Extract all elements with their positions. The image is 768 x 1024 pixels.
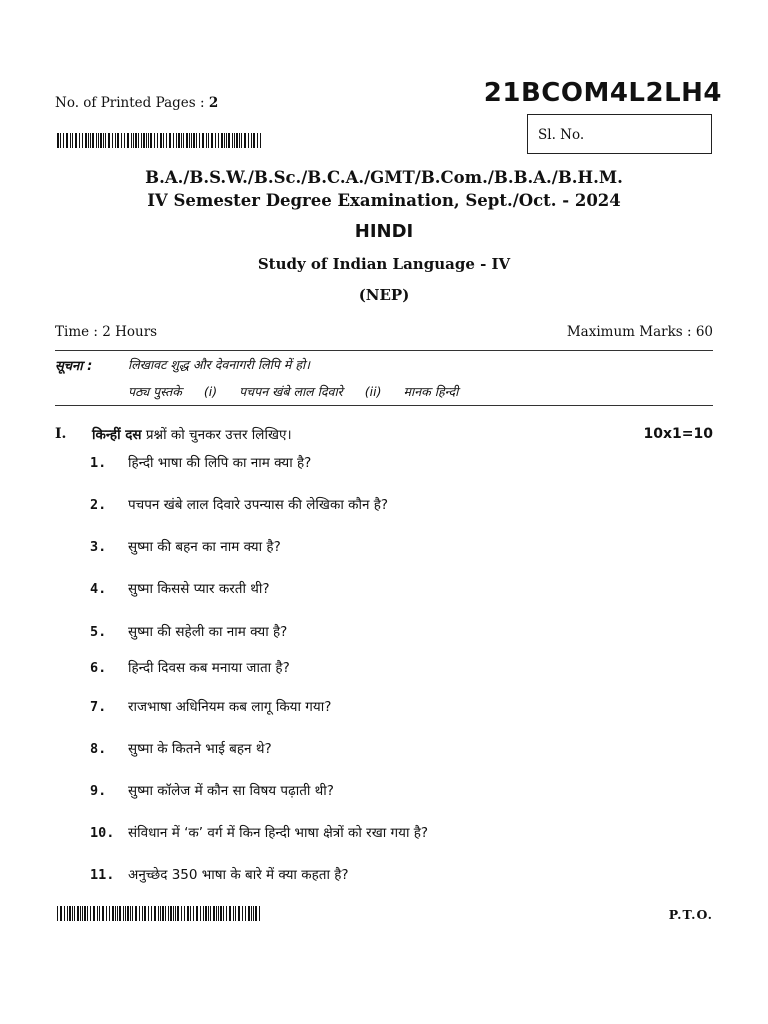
maximum-marks: Maximum Marks : 60	[566, 324, 713, 340]
question-text: सुष्मा किससे प्यार करती थी?	[128, 581, 270, 597]
barcode-bottom	[57, 906, 261, 921]
question-item	[90, 865, 349, 883]
printed-pages-count	[55, 95, 218, 111]
section-number: I.	[55, 426, 67, 442]
question-item	[90, 658, 290, 676]
paper-title: Study of Indian Language - IV	[257, 255, 511, 273]
notice-line-2	[128, 383, 476, 400]
notice-label: सूचना :	[55, 359, 93, 374]
question-number: 10.	[90, 825, 115, 841]
section-instruction	[92, 425, 292, 443]
question-number: 5.	[90, 624, 107, 640]
question-item	[90, 622, 287, 640]
question-text: पचपन खंबे लाल दिवारे उपन्यास की लेखिका कौन है?	[128, 497, 389, 513]
notice-line-1: लिखावट शुद्ध और देवनागरी लिपि में हो।	[128, 357, 310, 372]
question-text: अनुच्छेद 350 भाषा के बारे में क्या कहता है?	[128, 867, 349, 883]
question-number: 11.	[90, 867, 115, 883]
question-number: 2.	[90, 497, 107, 513]
question-number: 4.	[90, 581, 107, 597]
question-text: सुष्मा की सहेली का नाम क्या है?	[128, 624, 288, 640]
question-text: सुष्मा की बहन का नाम क्या है?	[128, 539, 281, 555]
question-number: 1.	[90, 455, 107, 471]
course-list: B.A./B.S.W./B.Sc./B.C.A./GMT/B.Com./B.B.A./B.H.M.	[145, 168, 623, 187]
question-item	[90, 697, 331, 715]
question-item	[90, 739, 272, 757]
divider-top	[55, 350, 713, 351]
question-item	[90, 781, 334, 799]
question-text: सुष्मा के कितने भाई बहन थे?	[128, 741, 272, 757]
section-marks: 10x1=10	[643, 426, 713, 442]
question-number: 9.	[90, 783, 107, 799]
question-number: 8.	[90, 741, 107, 757]
question-item	[90, 495, 388, 513]
printed-pages-label: No. of Printed Pages :	[55, 95, 209, 111]
printed-pages-value: 2	[208, 95, 219, 111]
question-text: राजभाषा अधिनियम कब लागू किया गया?	[128, 699, 332, 715]
serial-number-label: Sl. No.	[538, 127, 585, 143]
paper-code: 21BCOM4L2LH4	[483, 78, 722, 108]
textbook-label: पठ्य पुस्तके	[128, 384, 182, 399]
question-number: 6.	[90, 660, 107, 676]
serial-number-box	[527, 114, 712, 154]
question-item	[90, 823, 428, 841]
textbook-1: पचपन खंबे लाल दिवारे	[239, 384, 343, 399]
question-item	[90, 579, 270, 597]
page-turn-over: P.T.O.	[668, 907, 713, 922]
exam-title: IV Semester Degree Examination, Sept./Oct. - 2024	[147, 191, 621, 210]
time-allowed: Time : 2 Hours	[55, 324, 158, 340]
question-text: संविधान में ‘क’ वर्ग में किन हिन्दी भाषा क्षेत्रों को रखा गया है?	[128, 825, 429, 841]
textbook-index-1: (i)	[203, 384, 218, 399]
divider-bottom	[55, 405, 713, 406]
scheme-label: (NEP)	[358, 286, 410, 304]
textbook-2: मानक हिन्दी	[403, 384, 459, 399]
textbook-index-2: (ii)	[364, 384, 382, 399]
question-text: हिन्दी भाषा की लिपि का नाम क्या है?	[128, 455, 312, 471]
barcode-top	[57, 133, 263, 148]
subject-title: HINDI	[354, 221, 414, 242]
section-instruction-bold: किन्हीं दस	[92, 427, 142, 443]
question-item	[90, 453, 311, 471]
question-text: सुष्मा कॉलेज में कौन सा विषय पढ़ाती थी?	[128, 783, 334, 799]
section-instruction-rest: प्रश्नों को चुनकर उत्तर लिखिए।	[141, 427, 292, 443]
question-item	[90, 537, 281, 555]
question-text: हिन्दी दिवस कब मनाया जाता है?	[128, 660, 290, 676]
question-number: 7.	[90, 699, 107, 715]
question-number: 3.	[90, 539, 107, 555]
